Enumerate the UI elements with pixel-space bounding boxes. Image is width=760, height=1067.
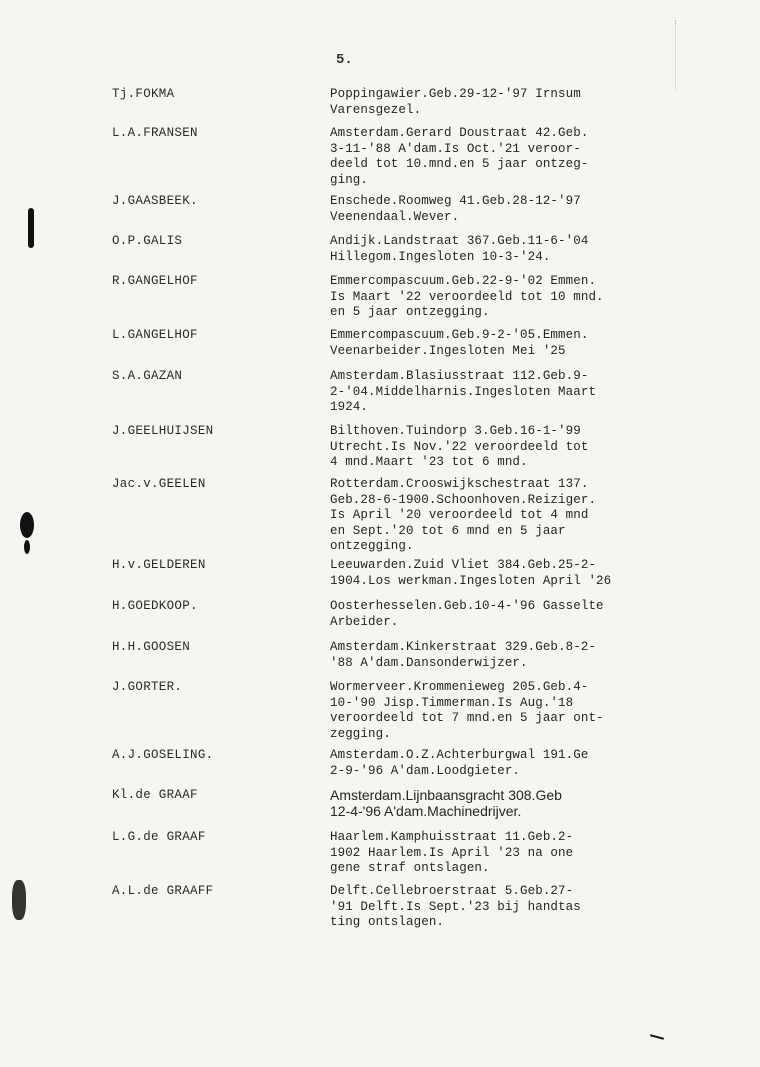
person-details: Amsterdam.Lijnbaansgracht 308.Geb 12-4-'96 A'dam.Machinedrijver. [330,787,562,819]
person-name: J.GORTER. [112,680,183,694]
person-details: Bilthoven.Tuindorp 3.Geb.16-1-'99 Utrecht.Is Nov.'22 veroordeeld tot 4 mnd.Maart '23 tot 6 mnd. [330,424,589,469]
person-name: Jac.v.GEELEN [112,477,206,491]
person-details: Amsterdam.Blasiusstraat 112.Geb.9- 2-'04.Middelharnis.Ingesloten Maart 1924. [330,369,597,414]
person-name: J.GAASBEEK. [112,194,198,208]
binder-mark [20,512,34,538]
person-details: Wormerveer.Krommenieweg 205.Geb.4- 10-'90 Jisp.Timmerman.Is Aug.'18 veroordeeld tot 7 mnd.en 5 jaar ont- zegging. [330,680,604,741]
person-name: L.A.FRANSEN [112,126,198,140]
person-name: H.v.GELDEREN [112,558,206,572]
binder-mark [24,540,30,554]
person-details: Oosterhesselen.Geb.10-4-'96 Gasselte Arbeider. [330,599,604,629]
person-name: Tj.FOKMA [112,87,175,101]
binder-mark [12,880,26,920]
person-details: Delft.Cellebroerstraat 5.Geb.27- '91 Delft.Is Sept.'23 bij handtas ting ontslagen. [330,884,581,929]
person-name: O.P.GALIS [112,234,183,248]
person-name: S.A.GAZAN [112,369,183,383]
person-details: Emmercompascuum.Geb.9-2-'05.Emmen. Veenarbeider.Ingesloten Mei '25 [330,328,589,358]
person-details: Amsterdam.O.Z.Achterburgwal 191.Ge 2-9-'96 A'dam.Loodgieter. [330,748,589,778]
paper-edge-dots [675,20,678,90]
person-details: Amsterdam.Gerard Doustraat 42.Geb. 3-11-'88 A'dam.Is Oct.'21 veroor- deeld tot 10.mnd.en 5 jaar ontzeg- ging. [330,126,589,187]
person-name: A.J.GOSELING. [112,748,214,762]
person-details: Emmercompascuum.Geb.22-9-'02 Emmen. Is Maart '22 veroordeeld tot 10 mnd. en 5 jaar ontzegging. [330,274,604,319]
page-number: 5. [336,52,353,68]
person-details: Poppingawier.Geb.29-12-'97 Irnsum Varensgezel. [330,87,581,117]
person-details: Rotterdam.Crooswijkschestraat 137. Geb.28-6-1900.Schoonhoven.Reiziger. Is April '20 veroordeeld tot 4 mnd en Sept.'20 tot 6 mnd en 5 jaar ontzegging. [330,477,597,553]
person-name: H.H.GOOSEN [112,640,191,654]
person-name: R.GANGELHOF [112,274,198,288]
binder-mark [28,208,34,248]
person-name: L.G.de GRAAF [112,830,206,844]
person-details: Leeuwarden.Zuid Vliet 384.Geb.25-2- 1904.Los werkman.Ingesloten April '26 [330,558,612,588]
person-name: J.GEELHUIJSEN [112,424,214,438]
scan-mark [650,1034,664,1040]
person-details: Andijk.Landstraat 367.Geb.11-6-'04 Hillegom.Ingesloten 10-3-'24. [330,234,589,264]
person-name: H.GOEDKOOP. [112,599,198,613]
person-details: Amsterdam.Kinkerstraat 329.Geb.8-2- '88 A'dam.Dansonderwijzer. [330,640,597,670]
person-details: Enschede.Roomweg 41.Geb.28-12-'97 Veenendaal.Wever. [330,194,581,224]
person-name: Kl.de GRAAF [112,788,198,802]
person-name: L.GANGELHOF [112,328,198,342]
person-name: A.L.de GRAAFF [112,884,214,898]
person-details: Haarlem.Kamphuisstraat 11.Geb.2- 1902 Haarlem.Is April '23 na one gene straf ontslagen. [330,830,574,875]
